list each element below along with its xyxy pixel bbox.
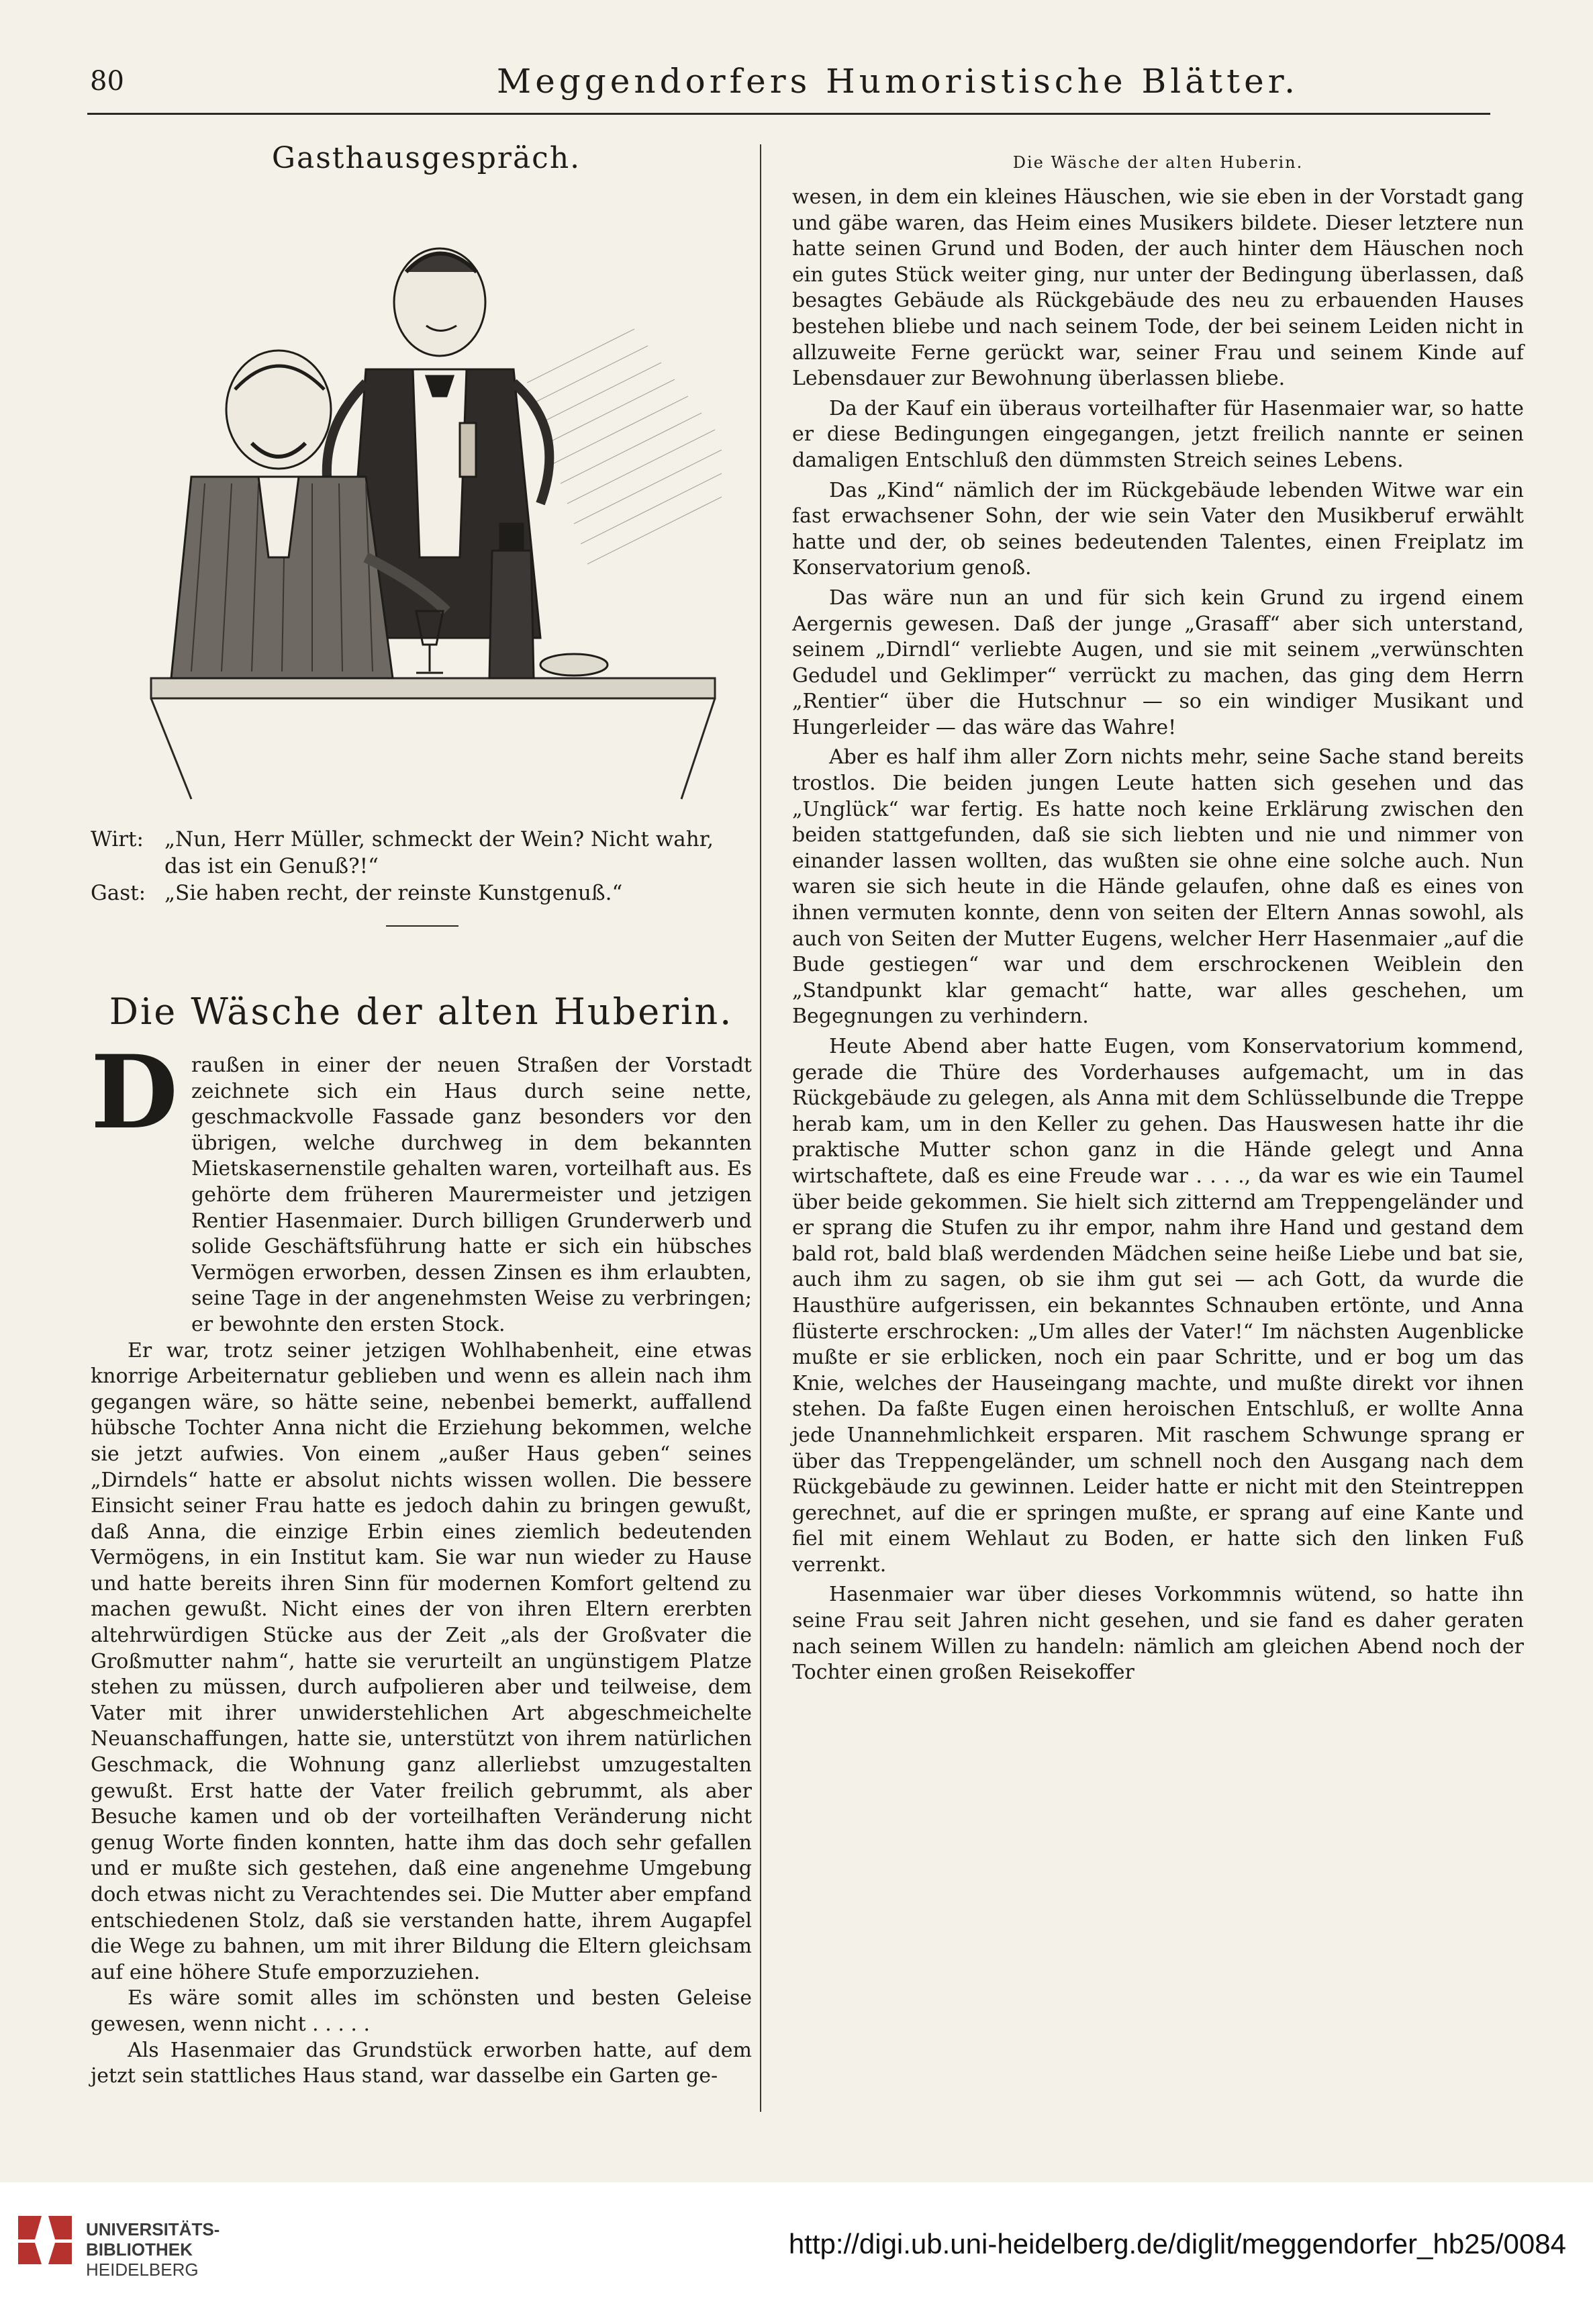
- story-text-left: [91, 1053, 752, 2090]
- caption-speaker-innkeeper: Wirt:: [91, 827, 144, 851]
- column-divider: [760, 144, 761, 2112]
- caption-line: [91, 880, 752, 907]
- paragraph: Es wäre somit alles im schönsten und besten Geleise gewesen, wenn nicht . . . . .: [91, 1986, 752, 2036]
- story-text-right: [792, 185, 1524, 1686]
- university-library-logo-icon: [15, 2209, 75, 2270]
- cartoon-illustration: [111, 208, 742, 806]
- paragraph: Aber es half ihm aller Zorn nichts mehr, seine Sache stand bereits trostlos. Die beiden jungen Leute hatten sich gesehen und das „Unglück“ war fertig. Es hatte noch keine Erklärung zwischen den beiden stattgefunden, daß sie sich liebten und nie und nimmer von einander lassen wollten, das wußten sie ohne eine solche auch. Nun waren sie sich heute in die Hände gelaufen, ohne daß es eines von ihnen vermuten konnte, denn von seiten der Eltern Annas sowohl, als auch von Seiten der Mutter Eugens, welcher Herr Hasenmaier „auf die Bude gestiegen“ war und dem erschrockenen Weiblein den „Standpunkt klar gemacht“ hatte, war alles geschehen, um Begegnungen zu verhindern.: [792, 745, 1524, 1029]
- story-title: Die Wäsche der alten Huberin.: [109, 990, 734, 1033]
- library-name-line: HEIDELBERG: [86, 2260, 199, 2280]
- library-name-line: BIBLIOTHEK: [86, 2239, 193, 2260]
- paragraph: Er war, trotz seiner jetzigen Wohlhabenheit, eine etwas knorrige Arbeiternatur geblieben und wenn es allein nach ihm gegangen wäre, so hätte seine, nebenbei bemerkt, auffallend hübsche Tochter Anna nicht die Erziehung bekommen, welche sie jetzt aufwies. Von einem „außer Haus geben“ seines „Dirndels“ hatte er absolut nichts wissen wollen. Die bessere Einsicht seiner Frau hatte es jedoch dahin zu bringen gewußt, daß Anna, die einzige Erbin eines ziemlich bedeutenden Vermögens, in ein Institut kam. Sie war nun wieder zu Hause und hatte bereits ihren Sinn für modernen Komfort geltend zu machen gewußt. Nicht eines der von ihren Eltern ererbten altehrwürdigen Stücke aus der Zeit „als der Großvater die Großmutter nahm“, hatte sie verurteilt an ungünstigem Platze stehen zu müssen, durch aufpolieren aber und teilweise, dem Vater mit ihrer unwiderstehlichen Art abgeschmeichelte Neuanschaffungen, hatte sie, unterstützt von ihrem natürlichen Geschmack, die Wohnung ganz allerliebst umzugestalten gewußt. Erst hatte der Vater freilich gebrummt, als aber Besuche kamen und ob der vorteilhaften Veränderung nicht genug Worte finden konnten, hatte ihm das doch sehr gefallen und er mußte sich gestehen, daß eine angenehme Umgebung doch etwas nicht zu Verachtendes sei. Die Mutter aber empfand entschiedenen Stolz, daß sie verstanden hatte, ihrem Augapfel die Wege zu bahnen, um mit ihrer Bildung die Eltern gleichsam auf eine höhere Stufe emporzuziehen.: [91, 1338, 752, 1984]
- header-rule: [87, 113, 1490, 115]
- section-separator: [386, 925, 458, 927]
- caption-speaker-guest: Gast:: [91, 881, 146, 905]
- library-name: [86, 2219, 220, 2280]
- page-number: 80: [90, 66, 124, 97]
- caption-text: das ist ein Genuß?!“: [164, 854, 379, 878]
- source-url-link[interactable]: http://digi.ub.uni-heidelberg.de/diglit/meggendorfer_hb25/0084: [788, 2228, 1566, 2260]
- journal-title: Meggendorfers Humoristische Blätter.: [497, 62, 1300, 101]
- paragraph: wesen, in dem ein kleines Häuschen, wie sie eben in der Vorstadt gang und gäbe waren, das Heim eines Musikers bildete. Dieser letztere nun hatte seinen Grund und Boden, der auch hinter dem Häuschen noch ein gutes Stück weiter ging, nur unter der Bedingung überlassen, daß besagtes Gebäude als Rückgebäude des neu zu erbauenden Hauses bestehen bliebe und nach seinem Tode, der bei seinem Leiden nicht in allzuweite Ferne gerückt war, seiner Frau und seinem Kinde auf Lebensdauer zur Bewohnung überlassen bliebe.: [792, 185, 1524, 391]
- cartoon-title: Gasthausgespräch.: [271, 141, 581, 175]
- paragraph: Hasenmaier war über dieses Vorkommnis wütend, so hatte ihn seine Frau seit Jahren nicht gesehen, und sie fand es daher geraten nach seinem Willen zu handeln: nämlich am gleichen Abend noch der Tochter einen großen Reisekoffer: [792, 1583, 1524, 1685]
- caption-text: „Nun, Herr Müller, schmeckt der Wein? Nicht wahr,: [164, 827, 714, 851]
- caption-line: [91, 853, 752, 880]
- paragraph: Da der Kauf ein überaus vorteilhafter für Hasenmaier war, so hatte er diese Bedingungen eingegangen, jetzt freilich nannte er seinen damaligen Entschluß den dümmsten Streich seines Lebens.: [792, 396, 1524, 472]
- paragraph: Heute Abend aber hatte Eugen, vom Konservatorium kommend, gerade die Thüre des Vorderhauses aufgemacht, um in das Rückgebäude zu gelegen, als Anna mit dem Schlüsselbunde die Treppe herab kam, um in den Keller zu gehen. Das Hauswesen hatte ihr die praktische Mutter schon ganz in die Hände gelegt und Anna wirtschaftete, daß es eine Freude war . . . ., da war es wie ein Taumel über beide gekommen. Sie hielt sich zitternd am Treppengeländer und er sprang die Stufen zu ihr empor, nahm ihre Hand und gestand dem bald rot, bald blaß werdenden Mädchen seine heiße Liebe und bat sie, auch ihm zu sagen, ob sie ihm gut sei — ach Gott, da wurde die Hausthüre aufgerissen, ein bekanntes Schnauben ertönte, und Anna flüsterte erschrocken: „Um alles der Vater!“ Im nächsten Augenblicke mußte er sie erblicken, noch ein paar Schritte, und er bog um das Knie, welches der Hauseingang machte, und mußte direkt vor ihnen stehen. Da faßte Eugen einen heroischen Entschluß, er wollte Anna jede Unannehmlichkeit ersparen. Mit raschem Schwunge sprang er über das Treppengeländer, um schnell noch den Ausgang nach dem Rückgebäude zu gewinnen. Leider hatte er nicht mit den Steintreppen gerechnet, auf die er springen mußte, er sprang auf eine Kante und fiel mit einem Wehlaut zu Boden, er hatte sich den linken Fuß verrenkt.: [792, 1035, 1524, 1577]
- drop-cap: D: [91, 1033, 179, 1152]
- paragraph: Als Hasenmaier das Grundstück erworben hatte, auf dem jetzt sein stattliches Haus stand, war dasselbe ein Garten ge-: [91, 2038, 752, 2088]
- paragraph: Das „Kind“ nämlich der im Rückgebäude lebenden Witwe war ein fast erwachsener Sohn, der wie sein Vater den Musikberuf erwählt hatte und der, ob seines bedeutenden Talentes, einen Freiplatz im Konservatorium genoß.: [792, 478, 1524, 580]
- dish: [540, 654, 608, 676]
- digitization-footer: [0, 2182, 1593, 2324]
- paragraph: raußen in einer der neuen Straßen der Vorstadt zeichnete sich ein Haus durch seine nette, geschmackvolle Fassade ganz besonders vor den übrigen, welche durchweg in dem bekannten Mietskasernenstile gehalten waren, vorteilhaft aus. Es gehörte dem früheren Maurermeister und jetzigen Rentier Hasenmaier. Durch billigen Grunderwerb und solide Geschäftsführung hatte er sich ein hübsches Vermögen erworben, dessen Zinsen es ihm erlaubten, seine Tage in der angenehmsten Weise zu verbringen; er bewohnte den ersten Stock.: [191, 1054, 752, 1336]
- caption-text: „Sie haben recht, der reinste Kunstgenuß.“: [164, 881, 623, 905]
- caption-line: [91, 826, 752, 853]
- page-content: [67, 0, 1526, 2169]
- cartoon-caption: [91, 826, 752, 907]
- running-title: Die Wäsche der alten Huberin.: [1012, 153, 1304, 172]
- library-name-line: UNIVERSITÄTS-: [86, 2219, 220, 2239]
- paragraph: Das wäre nun an und für sich kein Grund zu irgend einem Aergernis gewesen. Daß der junge „Grasaff“ aber sich unterstand, seinem „Dirndl“ verliebte Augen, und sie mit seinem „verwünschten Gedudel und Geklimper“ verrückt zu machen, das ging dem Herrn „Rentier“ über die Hutschnur — so ein windiger Musikant und Hungerleider — das wäre das Wahre!: [792, 586, 1524, 739]
